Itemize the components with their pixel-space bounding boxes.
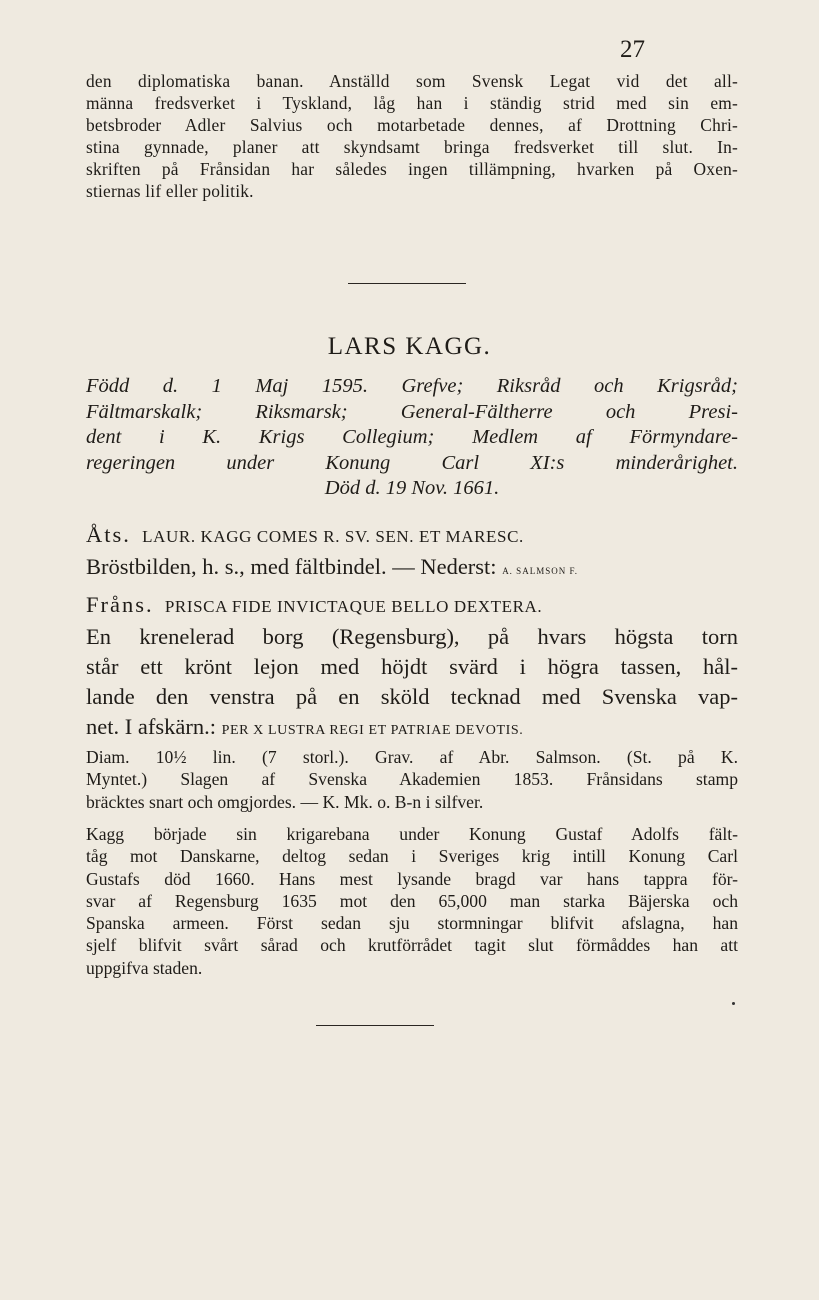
obverse-line <box>86 520 738 552</box>
history-line: svar af Regensburg 1635 mot den 65,000 man starka Bäjerska och <box>86 890 738 911</box>
exergue-label: net. I afskärn.: <box>86 714 216 739</box>
bio-line: Född d. 1 Maj 1595. Grefve; Riksråd och Krigsråd; <box>86 375 738 397</box>
reverse-description <box>86 590 738 746</box>
section-divider-bottom <box>316 1025 434 1026</box>
history-line: Kagg började sin krigarebana under Konung Gustaf Adolfs fält- <box>86 824 738 844</box>
obverse-description <box>86 520 738 586</box>
bio-line: Död d. 19 Nov. 1661. <box>324 477 500 499</box>
details-line: Myntet.) Slagen af Svenska Akademien 1853. Frånsidans stamp <box>86 769 738 790</box>
ink-speck <box>732 1002 735 1005</box>
text-line: betsbroder Adler Salvius och motarbetade dennes, af Drottning Chri- <box>86 115 738 135</box>
obverse-label: Åts. <box>86 522 131 547</box>
reverse-line: En krenelerad borg (Regensburg), på hvars högsta torn <box>86 624 738 649</box>
reverse-line <box>86 712 738 746</box>
text-line: skriften på Frånsidan har således ingen tillämpning, hvarken på Oxen- <box>86 159 738 179</box>
history-line: uppgifva staden. <box>86 957 203 978</box>
history-paragraph <box>86 823 738 979</box>
history-line: Spanska armeen. Först sedan sju stormningar blifvit afslagna, han <box>86 913 738 934</box>
text-line: männa fredsverket i Tyskland, låg han i ständig strid med sin em- <box>86 93 738 113</box>
obverse-inscription: LAUR. KAGG COMES R. SV. SEN. ET MARESC. <box>142 527 524 546</box>
reverse-line: lande den venstra på en sköld tecknad med Svenska vap- <box>86 684 738 709</box>
reverse-line: står ett krönt lejon med höjdt svärd i högra tassen, hål- <box>86 654 738 679</box>
text-line: den diplomatiska banan. Anställd som Svensk Legat vid det all- <box>86 71 738 91</box>
history-line: sjelf blifvit svårt sårad och krutförrådet tagit slut förmåddes han att <box>86 935 738 956</box>
intro-paragraph <box>86 70 738 202</box>
reverse-line <box>86 590 738 622</box>
biography-summary <box>86 374 738 502</box>
section-divider-top <box>348 283 466 284</box>
obverse-text: Bröstbilden, h. s., med fältbindel. — Nederst: <box>86 554 497 579</box>
section-heading: LARS KAGG. <box>327 333 492 360</box>
page-number: 27 <box>620 36 645 63</box>
reverse-label: Fråns. <box>86 592 154 617</box>
history-line: Gustafs död 1660. Hans mest lysande bragd var hans tappra för- <box>86 868 738 889</box>
details-line: bräcktes snart och omgjordes. — K. Mk. o. B-n i silfver. <box>86 791 484 812</box>
details-line: Diam. 10½ lin. (7 storl.). Grav. af Abr. Salmson. (St. på K. <box>86 747 738 767</box>
text-line: stiernas lif eller politik. <box>86 181 254 201</box>
text-line: stina gynnade, planer att skyndsamt bringa fredsverket till slut. In- <box>86 137 738 157</box>
bio-line: Fältmarskalk; Riksmarsk; General-Fältherre och Presi- <box>86 400 738 423</box>
exergue-inscription: PER X LUSTRA REGI ET PATRIAE DEVOTIS. <box>221 723 524 738</box>
reverse-inscription: PRISCA FIDE INVICTAQUE BELLO DEXTERA. <box>164 597 543 616</box>
bio-line: dent i K. Krigs Collegium; Medlem af Förmyndare- <box>86 426 738 448</box>
medal-details <box>86 746 738 813</box>
engraver-signature: A. SALMSON F. <box>502 566 578 576</box>
bio-line: regeringen under Konung Carl XI:s minderårighet. <box>86 451 738 474</box>
history-line: tåg mot Danskarne, deltog sedan i Sveriges krig intill Konung Carl <box>86 846 738 867</box>
obverse-line <box>86 552 738 586</box>
